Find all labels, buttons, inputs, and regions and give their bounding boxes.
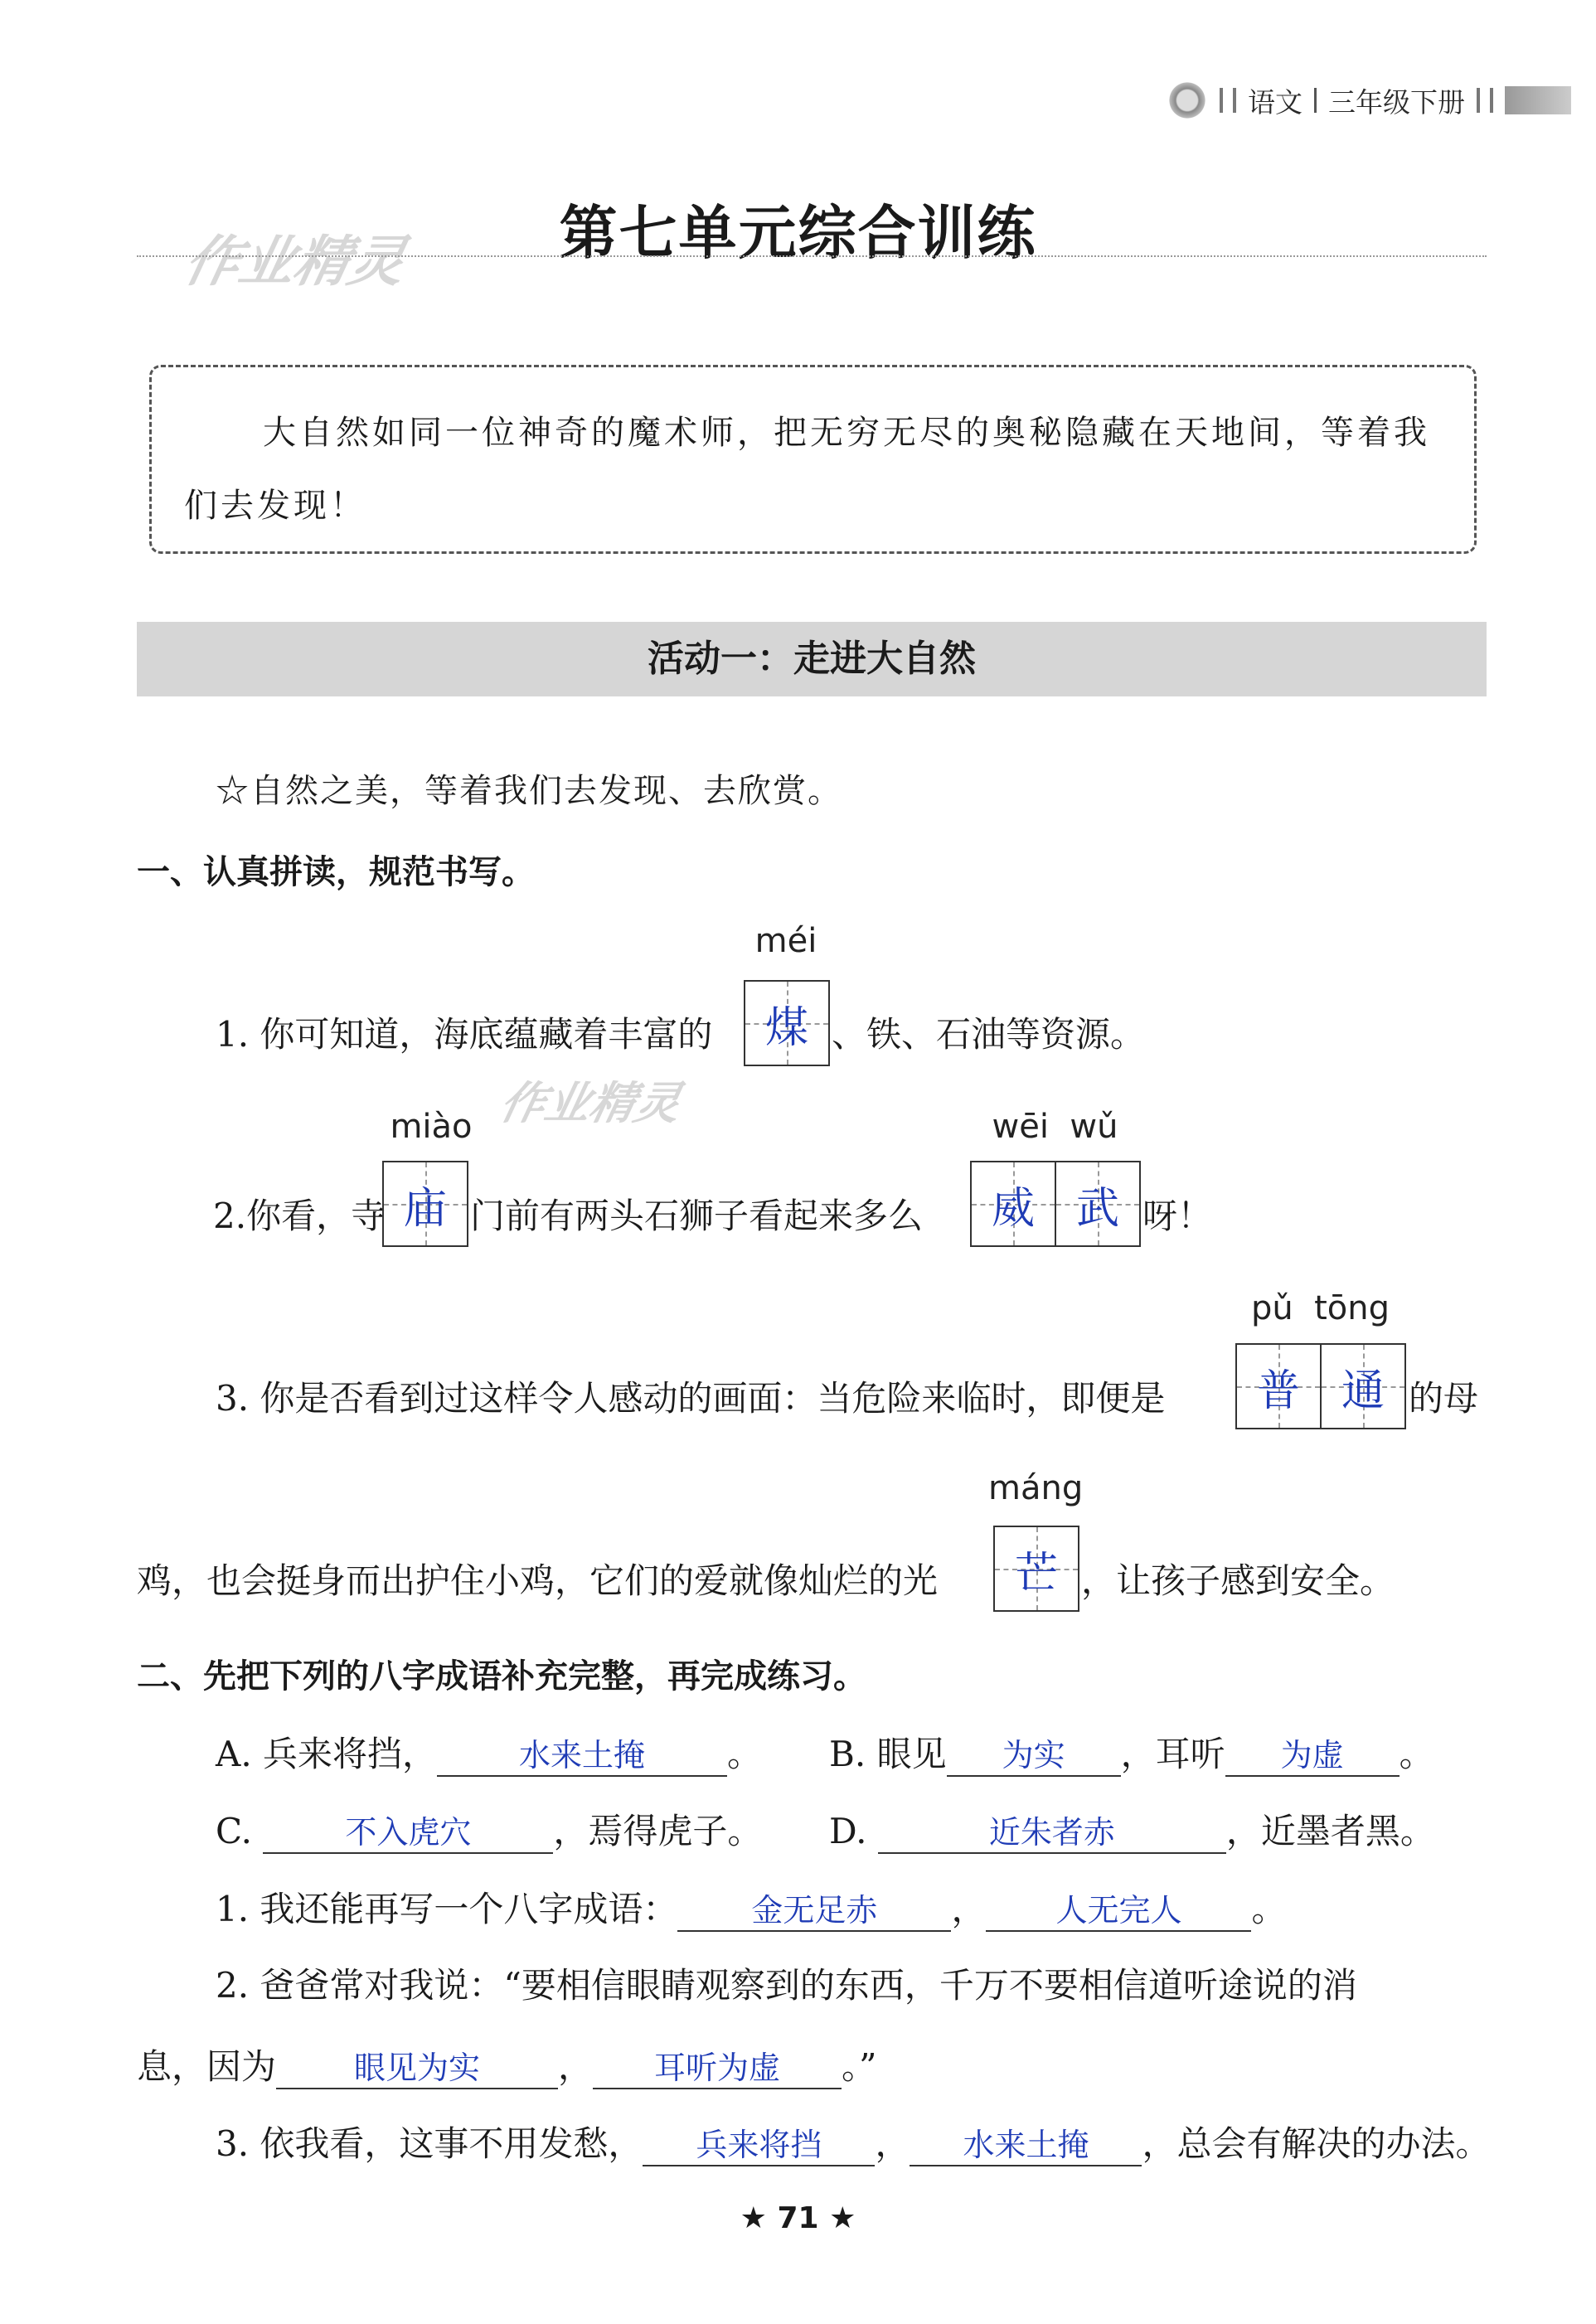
section-heading-2: 二、先把下列的八字成语补充完整，再完成练习。 <box>137 1657 866 1696</box>
divider-bars <box>1220 88 1236 113</box>
char-box-q2a <box>382 1161 468 1247</box>
answer-blank[interactable]: 耳听为虚 <box>593 2042 842 2089</box>
watermark: 作业精灵 <box>495 1077 686 1129</box>
answer-blank[interactable]: 为实 <box>947 1730 1121 1777</box>
q3-line2-before: 鸡，也会挺身而出护住小鸡，它们的爱就像灿烂的光 <box>137 1560 939 1601</box>
answer-blank[interactable]: 不入虎穴 <box>263 1807 553 1854</box>
star-line: ☆自然之美，等着我们去发现、去欣赏。 <box>216 772 842 810</box>
answer-blank[interactable]: 近朱者赤 <box>878 1807 1226 1854</box>
page-header <box>1167 80 1571 121</box>
header-subject: 语文 <box>1248 85 1303 119</box>
divider <box>1314 88 1317 113</box>
divider-bars <box>1477 88 1493 113</box>
exercise-1: 1. 我还能再写一个八字成语： 金无足赤 ， 人无完人 。 <box>216 1882 1286 1932</box>
q3-line2-after: ，让孩子感到安全。 <box>1081 1560 1395 1601</box>
section-heading-1: 一、认真拼读，规范书写。 <box>137 853 535 891</box>
pinyin-miao: miào <box>390 1108 473 1146</box>
idiom-c: C. 不入虎穴 ，焉得虎子。 <box>216 1804 762 1854</box>
char-cell[interactable]: 煤 <box>745 982 828 1065</box>
char-cell[interactable]: 芒 <box>995 1527 1078 1610</box>
pinyin-putong: pǔ tōng <box>1250 1289 1390 1327</box>
answer-blank[interactable]: 为虚 <box>1225 1730 1400 1777</box>
answer-blank[interactable]: 水来土掩 <box>437 1730 727 1777</box>
char-box-q3b <box>993 1526 1079 1612</box>
intro-text: 大自然如同一位神奇的魔术师，把无穷无尽的奥秘隐藏在天地间，等着我们去发现！ <box>184 414 1430 525</box>
q3-text-before: 3. 你是否看到过这样令人感动的画面：当危险来临时，即便是 <box>216 1378 1166 1419</box>
pinyin-mei: méi <box>754 922 817 960</box>
char-box-q2b <box>970 1161 1141 1247</box>
pinyin-mang: máng <box>988 1469 1084 1507</box>
char-cell[interactable]: 武 <box>1055 1162 1139 1245</box>
watermark: 作业精灵 <box>178 230 411 294</box>
answer-blank[interactable]: 兵来将挡 <box>643 2119 875 2166</box>
exercise-3: 3. 依我看，这事不用发愁， 兵来将挡 ， 水来土掩 ，总会有解决的办法。 <box>216 2117 1490 2166</box>
idiom-b: B. 眼见 为实 ，耳听 为虚 。 <box>829 1727 1434 1777</box>
char-cell[interactable]: 通 <box>1320 1345 1404 1428</box>
q1-text-after: 、铁、石油等资源。 <box>832 1014 1146 1055</box>
exercise-2-line1: 2. 爸爸常对我说：“要相信眼睛观察到的东西，千万不要相信道听途说的消 <box>216 1965 1357 2006</box>
answer-blank[interactable]: 眼见为实 <box>276 2042 558 2089</box>
header-grade: 三年级下册 <box>1328 85 1465 119</box>
activity-banner: 活动一：走进大自然 <box>137 622 1487 696</box>
answer-blank[interactable]: 金无足赤 <box>677 1885 951 1932</box>
sun-icon <box>1167 80 1208 121</box>
page-number: ★ 71 ★ <box>740 2201 856 2235</box>
q3-text-after1: 的母 <box>1409 1378 1479 1419</box>
char-cell[interactable]: 庙 <box>384 1162 467 1245</box>
idiom-d: D. 近朱者赤 ，近墨者黑。 <box>829 1804 1435 1854</box>
exercise-2-line2: 息，因为 眼见为实 ， 耳听为虚 。” <box>137 2040 877 2089</box>
char-box-q1 <box>744 980 830 1066</box>
char-box-q3a <box>1235 1343 1406 1429</box>
idiom-a: A. 兵来将挡， 水来土掩 。 <box>216 1727 762 1777</box>
q2-text-middle: 门前有两头石狮子看起来多么 <box>470 1196 924 1236</box>
q1-text-before: 1. 你可知道，海底蕴藏着丰富的 <box>216 1014 713 1055</box>
char-cell[interactable]: 普 <box>1237 1345 1320 1428</box>
q2-text-after: 呀！ <box>1142 1196 1213 1236</box>
answer-blank[interactable]: 人无完人 <box>986 1885 1251 1932</box>
q2-text-before: 2.你看，寺 <box>213 1196 386 1236</box>
answer-blank[interactable]: 水来土掩 <box>910 2119 1142 2166</box>
page-title: 第七单元综合训练 <box>559 198 1037 267</box>
char-cell[interactable]: 威 <box>972 1162 1055 1245</box>
header-grey-bar <box>1505 86 1571 114</box>
pinyin-weiwu: wēi wǔ <box>992 1108 1118 1146</box>
